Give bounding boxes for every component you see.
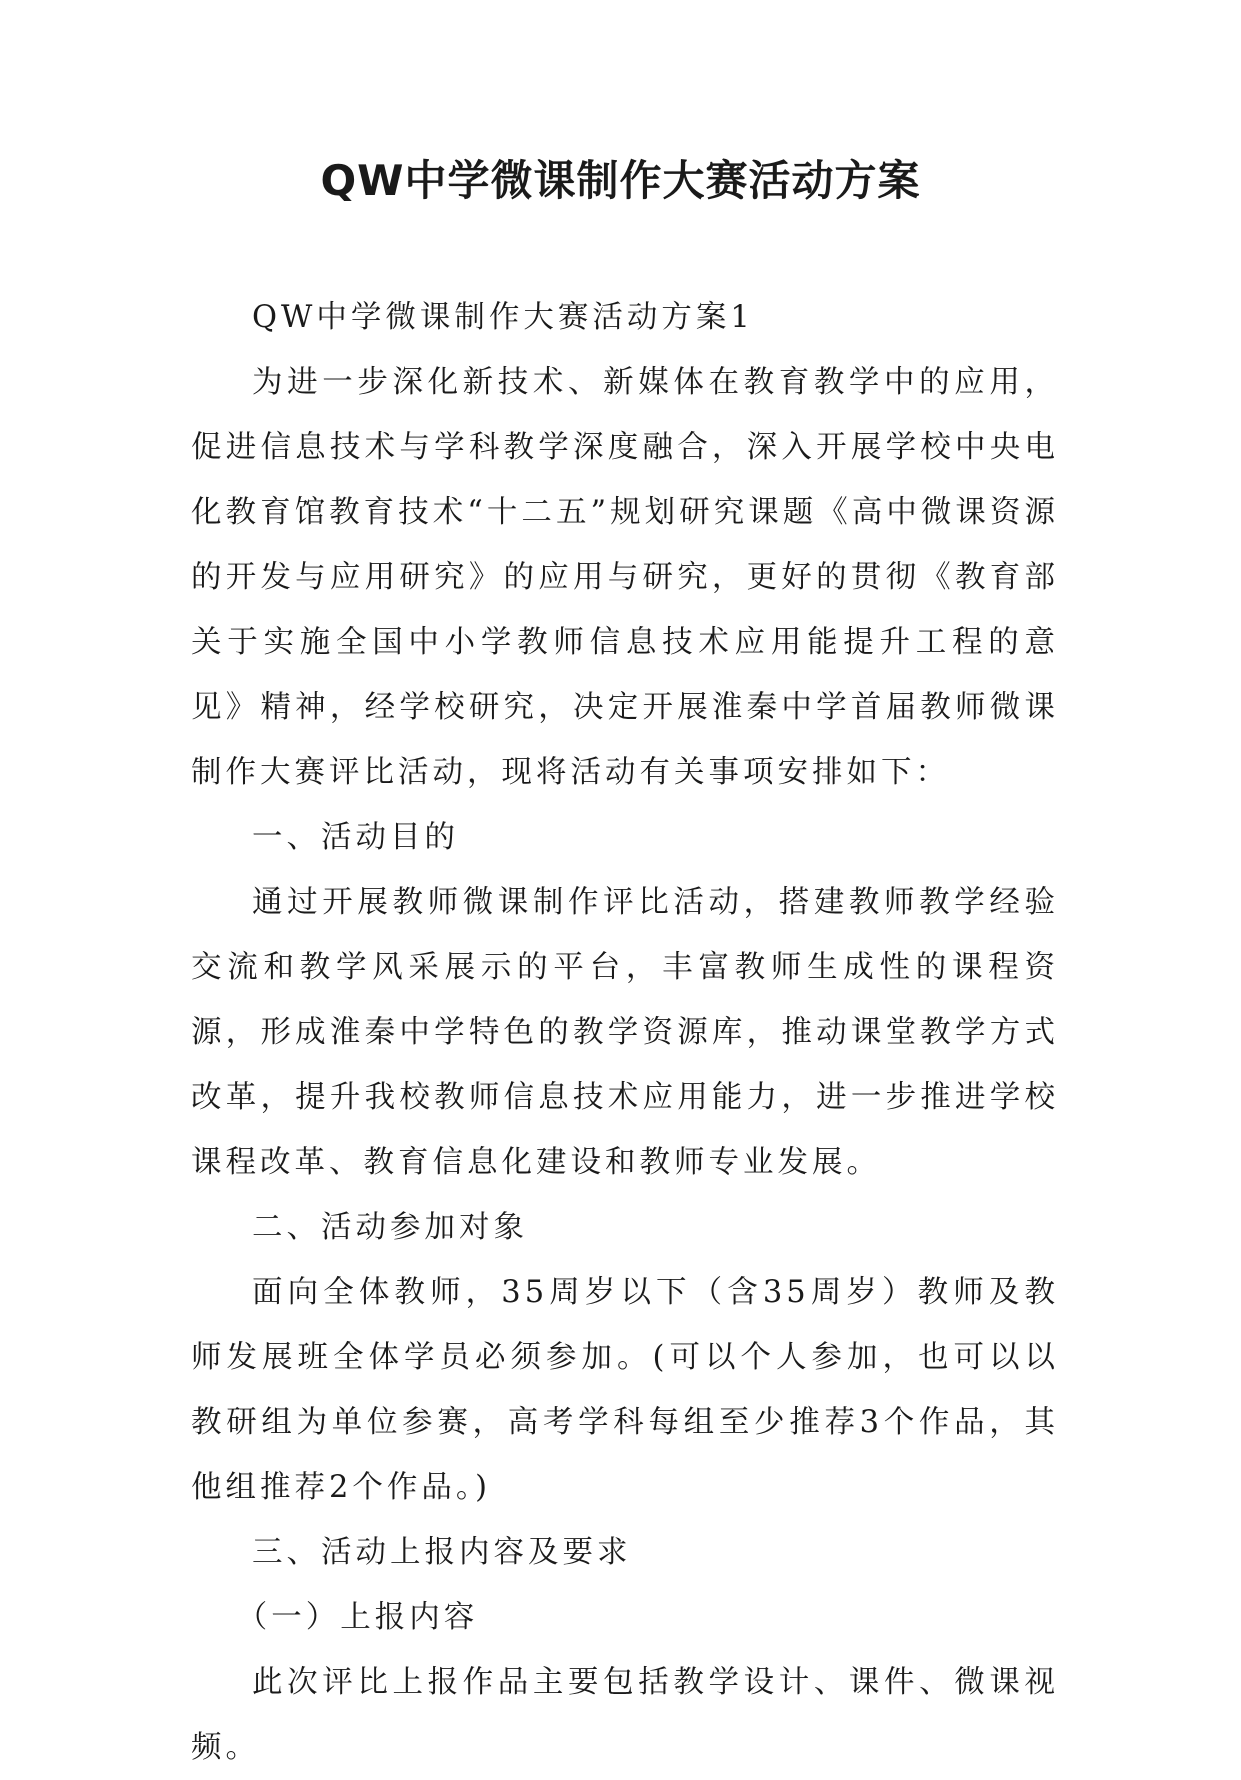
section-heading: QW中学微课制作大赛活动方案1	[252, 300, 754, 335]
paragraph: 为进一步深化新技术、新媒体在教育教学中的应用，促进信息技术与学科教学深度融合，深入开展学校中央电化教育馆教育技术“十二五”规划研究课题《高中微课资源的开发与应用研究》的应用与研究，更好的贯彻《教育部关于实施全国中小学教师信息技术应用能提升工程的意见》精神，经学校研究，决定开展淮秦中学首届教师微课制作大赛评比活动，现将活动有关事项安排如下：	[191, 365, 1059, 790]
section-heading: 三、活动上报内容及要求	[252, 1535, 632, 1570]
section-heading: 二、活动参加对象	[252, 1210, 528, 1245]
section-heading: 一、活动目的	[252, 820, 459, 855]
document-title: QW中学微课制作大赛活动方案	[320, 156, 921, 205]
subsection-heading: （一）上报内容	[236, 1600, 479, 1635]
document-body	[191, 285, 1059, 1780]
paragraph: 通过开展教师微课制作评比活动，搭建教师教学经验交流和教学风采展示的平台，丰富教师生成性的课程资源，形成淮秦中学特色的教学资源库，推动课堂教学方式改革，提升我校教师信息技术应用能力，进一步推进学校课程改革、教育信息化建设和教师专业发展。	[191, 885, 1059, 1180]
paragraph: 此次评比上报作品主要包括教学设计、课件、微课视频。	[191, 1665, 1059, 1765]
paragraph: 面向全体教师，35周岁以下（含35周岁）教师及教师发展班全体学员必须参加。(可以个人参加，也可以以教研组为单位参赛，高考学科每组至少推荐3个作品，其他组推荐2个作品。)	[191, 1275, 1059, 1505]
